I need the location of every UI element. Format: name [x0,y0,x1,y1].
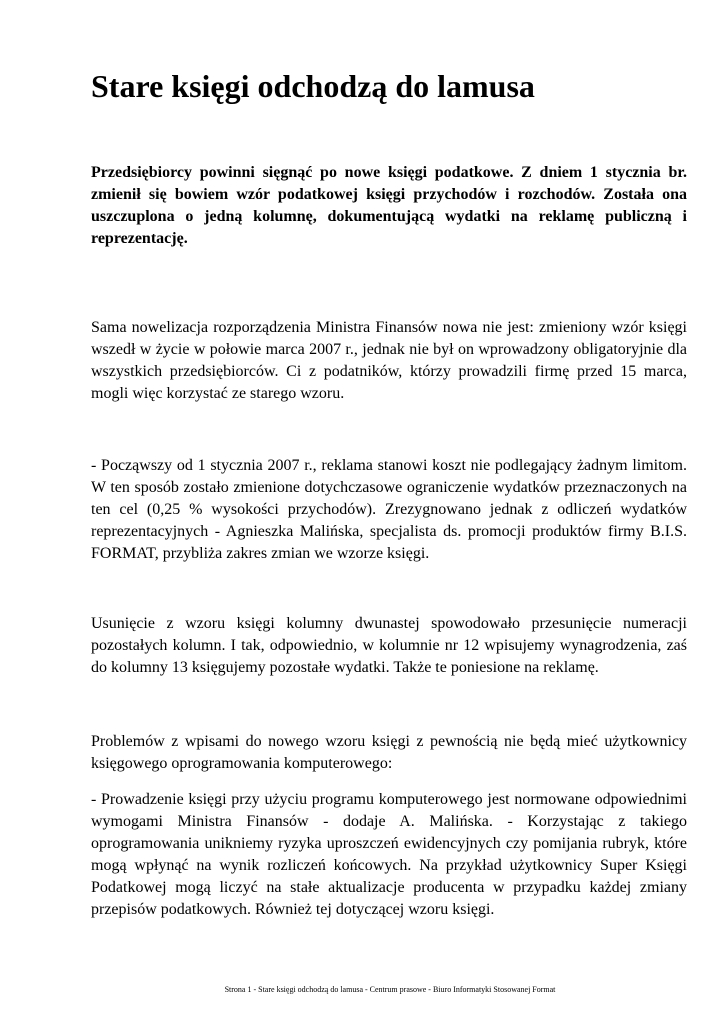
paragraph-kolumny: Usunięcie z wzoru księgi kolumny dwunastej spowodowało przesunięcie numeracji pozostałych kolumn. I tak, odpowiednio, w kolumnie nr 12 wpisujemy wynagrodzenia, zaś do kolumny 13 księgujemy pozostałe wydatki. Także te poniesione na reklamę. [91,615,687,676]
paragraph-reklama: - Począwszy od 1 stycznia 2007 r., reklama stanowi koszt nie podlegający żadnym limitom. W ten sposób zostało zmienione dotychczasowe ograniczenie wydatków przeznaczonych na ten cel (0,25 % wysokości przychodów). Zrezygnowano jednak z odliczeń wydatków reprezentacyjnych - Agnieszka Malińska, specjalista ds. promocji produktów firmy B.I.S. FORMAT, przybliża zakres zmian we wzorze księgi. [91,457,687,562]
paragraph-problemy: Problemów z wpisami do nowego wzoru księgi z pewnością nie będą mieć użytkownicy księgowego oprogramowania komputerowego: [91,733,687,772]
article-lead: Przedsiębiorcy powinni sięgnąć po nowe księgi podatkowe. Z dniem 1 stycznia br. zmienił się bowiem wzór podatkowej księgi przychodów i rozchodów. Została ona uszczuplona o jedną kolumnę, dokumentującą wydatki na reklamę publiczną i reprezentację. [91,164,687,247]
page-footer: Strona 1 - Stare księgi odchodzą do lamusa - Centrum prasowe - Biuro Informatyki Stosowanej Format [224,985,556,994]
paragraph-program: - Prowadzenie księgi przy użyciu programu komputerowego jest normowane odpowiednimi wymogami Ministra Finansów - dodaje A. Malińska. - Korzystając z takiego oprogramowania unikniemy ryzyka uproszczeń ewidencyjnych czy pomijania rubryk, które mogą wpłynąć na wynik rozliczeń końcowych. Na przykład użytkownicy Super Księgi Podatkowej mogą liczyć na stałe aktualizacje producenta w przypadku każdej zmiany przepisów podatkowych. Również tej dotyczącej wzoru księgi. [91,791,687,918]
paragraph-nowelizacja: Sama nowelizacja rozporządzenia Ministra Finansów nowa nie jest: zmieniony wzór księgi wszedł w życie w połowie marca 2007 r., jednak nie był on wprowadzony obligatoryjnie dla wszystkich przedsiębiorców. Ci z podatników, którzy prowadzili firmę przed 15 marca, mogli więc korzystać ze starego wzoru. [91,319,687,402]
article-title: Stare księgi odchodzą do lamusa [91,68,535,104]
